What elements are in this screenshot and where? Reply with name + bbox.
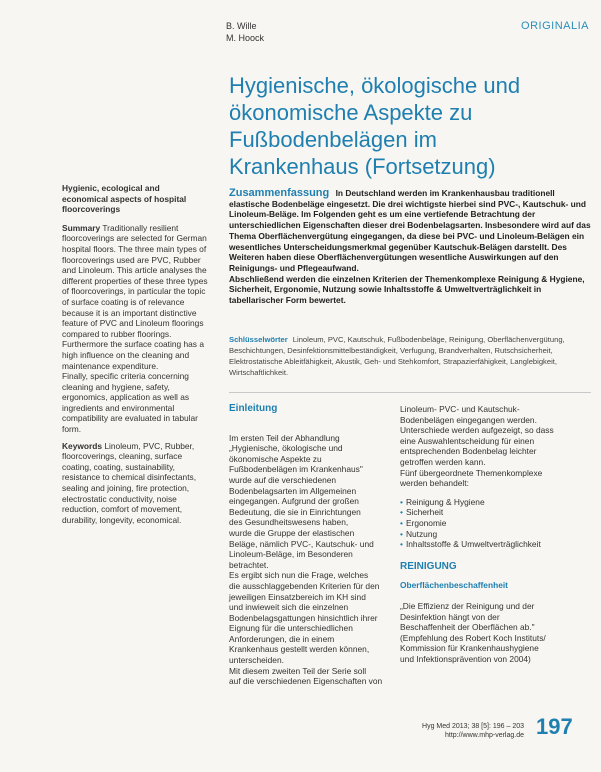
text-line: Mit diesem zweiten Teil der Serie soll (229, 665, 367, 676)
text-line: wurde die Gruppe der elastischen (229, 527, 355, 538)
keywords-text: Linoleum, PVC, Rubber, floorcoverings, cleaning, surface coating, coating, sustainability, resistance to chemical disinfectants, sealing and joining, fire protection, electrostatic conductivity, noise reduction, comfort of movement, durability, longevity, economical. (62, 440, 197, 525)
text-line: eine Auswahlentscheidung für einen (400, 435, 535, 446)
column-2-text (400, 404, 590, 489)
summary-text: Traditionally resilient floorcoverings are selected for German hospital floors. The three main types of floorcoverings used are PVC, Rubber and Linoleum. This article analyses the different properties of these three types of floorcoverings, in particular the topic of surface coating is of relevance because it is an important distinctive feature of PVC and Linoleum floorings compared to rubber floorings. Furthermore the surface coating has a high influence on the cleaning and maintenance expenditure. (62, 222, 208, 371)
english-title-line: floorcoverings (62, 204, 121, 215)
column-1-text (229, 433, 389, 687)
title-line: Krankenhaus (Fortsetzung) (229, 154, 496, 179)
english-summary (62, 223, 210, 435)
text-line: Unterschiede werden aufgezeigt, so dass (400, 425, 554, 436)
subheading: Oberflächenbeschaffenheit (400, 580, 508, 591)
text-line: die ausschlaggebenden Kriterien für den (229, 580, 380, 591)
bullet-icon: • (400, 517, 403, 528)
topic-label: Nutzung (405, 528, 438, 539)
text-line: getroffen werden kann. (400, 456, 486, 467)
summary-label: Summary (62, 222, 101, 233)
quote-line: Beschaffenheit der Oberflächen ab." (400, 622, 535, 633)
text-line: unterscheiden. (229, 655, 284, 666)
topic-list-item (400, 497, 590, 508)
abstract-label: Zusammenfassung (229, 187, 330, 199)
topic-label: Ergonomie (405, 517, 447, 528)
text-line: „Hygienische, ökologische und (229, 443, 343, 454)
bullet-icon: • (400, 528, 403, 539)
topic-list-item (400, 539, 590, 550)
author-1: B. Wille (226, 21, 257, 31)
authors (226, 20, 264, 44)
citation: Hyg Med 2013; 38 [5]: 196 – 203 (422, 723, 524, 730)
english-title-line: economical aspects of hospital (62, 193, 187, 204)
text-line: Linoleum-Beläge, im Besonderen (229, 549, 353, 560)
quote-line: Kommission für Krankenhaushygiene (400, 643, 539, 654)
english-summary-column (62, 183, 210, 531)
page-number: 197 (536, 714, 573, 739)
title-line: Fußbodenbelägen im (229, 127, 437, 152)
text-line: Linoleum- PVC- und Kautschuk- (400, 404, 520, 414)
text-line: Bodenbelagsarten im Allgemeinen (229, 485, 357, 496)
german-keywords (229, 334, 591, 378)
bullet-icon: • (400, 507, 403, 518)
body-column-2 (400, 404, 590, 664)
text-line: Bedeutung, die sie in Einrichtungen (229, 506, 361, 517)
abstract (229, 188, 591, 306)
german-keywords-label: Schlüsselwörter (229, 335, 288, 344)
divider (229, 392, 591, 393)
quote-text (400, 601, 590, 665)
english-title (62, 183, 210, 215)
text-line: Bodenbelagsgattungen hinsichtlich ihrer (229, 612, 378, 623)
abstract-text: In Deutschland werden im Krankenhausbau traditionell elastische Bodenbeläge eingesetzt. Die drei wichtigste hierbei sind PVC-, Kautschuk- und Linoleum-Beläge. Im Folgenden geht es um eine vertiefende Betrachtung der unterschiedlichen Eigenschaften dieser drei Bodenbelagsarten. Insbesondere wird auf das Thema Oberflächenvergütung eingegangen, da diese bei PVC- und Linoleum-Belägen ein wesentliches Unterscheidungsmerkmal gegenüber Kautschuk-Belägen darstellt. Des Weiteren haben diese Oberflächenvergütungen wesentliche Auswirkungen auf den Reinigungs- und Pflegeaufwand. (229, 188, 591, 273)
text-line: Anforderungen, die in einem (229, 633, 335, 644)
english-title-line: Hygienic, ecological and (62, 183, 160, 193)
body-column-1 (229, 404, 389, 687)
text-line: ökonomische Aspekte zu (229, 453, 322, 464)
text-line: auf die verschiedenen Eigenschaften von (229, 676, 383, 687)
topic-label: Sicherheit (405, 507, 444, 518)
text-line: wurde auf die verschiedenen (229, 474, 337, 485)
text-line: Fußbodenbelägen im Krankenhaus" (229, 464, 363, 475)
text-line: des Gesundheitswesens haben, (229, 517, 349, 528)
text-line: Fünf übergeordnete Themenkomplexe (400, 467, 543, 478)
text-line: Krankenhaus gestellt werden können, (229, 644, 370, 655)
publisher-url: http://www.mhp-verlag.de (445, 732, 524, 739)
title-line: ökonomische Aspekte zu (229, 100, 473, 125)
bullet-icon: • (400, 496, 403, 507)
topic-list (400, 497, 590, 550)
title-line: Hygienische, ökologische und (229, 73, 521, 98)
author-2: M. Hoock (226, 33, 265, 43)
keywords-label: Keywords (62, 440, 103, 451)
text-line: Bodenbelägen eingegangen werden. (400, 414, 537, 425)
quote-line: und Infektionsprävention von 2004) (400, 653, 531, 664)
text-line: und inwieweit sich die einzelnen (229, 602, 349, 613)
text-line: Im ersten Teil der Abhandlung (229, 432, 340, 443)
topic-list-item (400, 507, 590, 518)
bullet-icon: • (400, 539, 403, 550)
topic-label: Inhaltsstoffe & Umweltverträglichkeit (405, 539, 541, 550)
quote-line: Desinfektion hängt von der (400, 611, 500, 622)
quote-line: (Empfehlung des Robert Koch Instituts/ (400, 632, 546, 643)
text-line: betrachtet. (229, 559, 269, 570)
article-title (229, 72, 589, 180)
abstract-text-2: Abschließend werden die einzelnen Kriterien der Themenkomplexe Reinigung & Hygiene, Sicherheit, Ergonomie, Nutzung sowie Inhaltsstoffe & Umweltverträglichkeit in tabellarischer Form bewertet. (229, 273, 585, 306)
topic-label: Reinigung & Hygiene (405, 496, 485, 507)
page-footer (384, 722, 524, 740)
topic-list-item (400, 529, 590, 540)
quote-line: „Die Effizienz der Reinigung und der (400, 600, 535, 611)
topic-list-item (400, 518, 590, 529)
text-line: jeweiligen Einsatzbereich im KH sind (229, 591, 366, 602)
text-line: eingegangen. Aufgrund der großen (229, 496, 359, 507)
text-line: werden behandelt: (400, 478, 469, 489)
section-heading-reinigung: REINIGUNG (400, 560, 457, 572)
summary-text-2: Finally, specific criteria concerning cleaning and hygiene, safety, ergonomics, application as well as ingredients and environmental compatibility are evaluated in tabular form. (62, 371, 198, 435)
text-line: entsprechenden Bodenbelag leichter (400, 446, 537, 457)
english-keywords (62, 441, 210, 526)
text-line: Eignung für die unterschiedlichen (229, 623, 353, 634)
german-keywords-text: Linoleum, PVC, Kautschuk, Fußbodenbeläge, Reinigung, Oberflächenvergütung, Beschichtungen, Desinfektionsmittelbeständigkeit, Verfugung, Brandverhalten, Rutschsicherheit, Elektrostatische Ableitfähigkeit, Akustik, Geh- und Stehkomfort, Strapazierfähigkeit, Langlebigkeit, Wirtschaftlichkeit. (229, 335, 565, 377)
text-line: Beläge, nämlich PVC-, Kautschuk- und (229, 538, 374, 549)
section-heading-einleitung: Einleitung (229, 403, 278, 414)
text-line: Es ergibt sich nun die Frage, welches (229, 570, 369, 581)
section-label: ORIGINALIA (521, 20, 589, 32)
